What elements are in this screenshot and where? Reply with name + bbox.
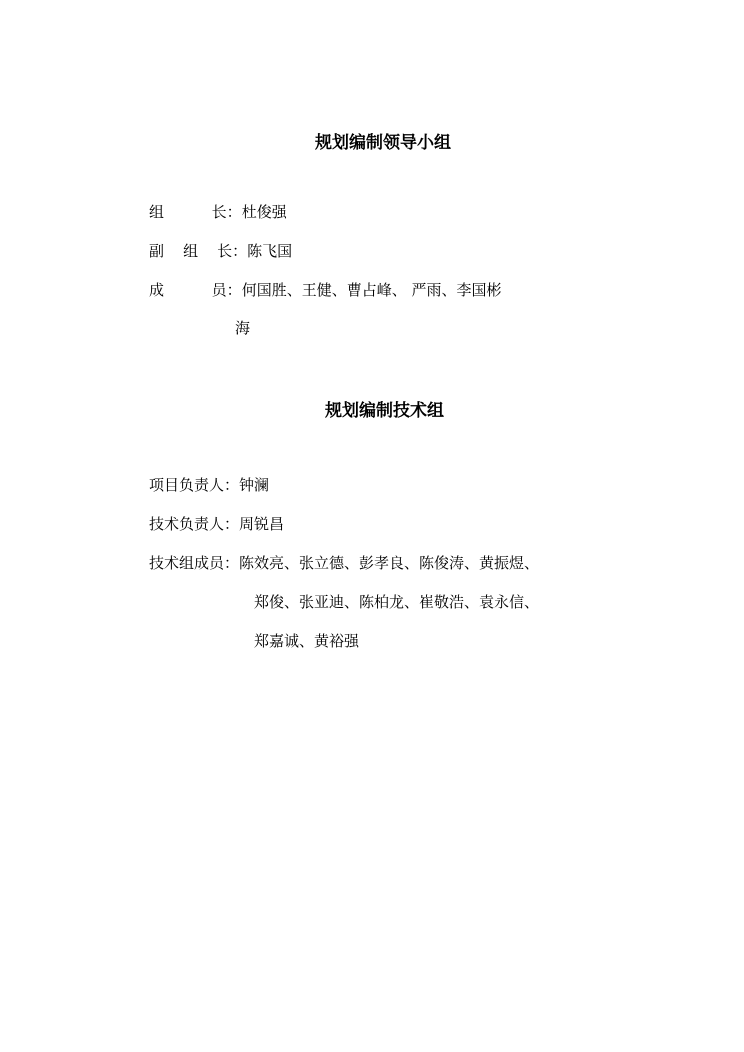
project-lead-name: 钟澜: [239, 476, 270, 494]
tech-members-line-2: 郑俊、张亚迪、陈柏龙、崔敬浩、袁永信、: [254, 593, 540, 611]
tech-lead-name: 周锐昌: [239, 515, 285, 533]
tech-lead-row: [149, 513, 284, 534]
leader-name: 杜俊强: [241, 203, 287, 221]
members-names: 何国胜、王健、曹占峰、 严雨、李国彬: [241, 281, 502, 299]
members-label: 成 员：: [149, 281, 242, 299]
project-lead-row: [149, 474, 269, 495]
project-lead-label: 项目负责人：: [149, 476, 240, 494]
tech-members-label: 技术组成员：: [149, 554, 240, 572]
leader-label: 组 长：: [149, 203, 242, 221]
leadership-title: 规划编制领导小组: [315, 133, 451, 153]
deputy-leader-row: [149, 240, 292, 261]
technical-title: 规划编制技术组: [325, 401, 444, 421]
deputy-leader-label: 副 组 长：: [149, 242, 248, 260]
tech-members-line-3: 郑嘉诚、黄裕强: [254, 632, 360, 650]
leader-row: [149, 201, 287, 222]
tech-members-row: [149, 552, 539, 573]
tech-members-line-1: 陈效亮、张立德、彭孝良、陈俊涛、黄振煜、: [239, 554, 540, 572]
members-continuation: 海: [235, 319, 251, 337]
members-row: [149, 279, 501, 300]
deputy-leader-name: 陈飞国: [247, 242, 293, 260]
tech-lead-label: 技术负责人：: [149, 515, 240, 533]
